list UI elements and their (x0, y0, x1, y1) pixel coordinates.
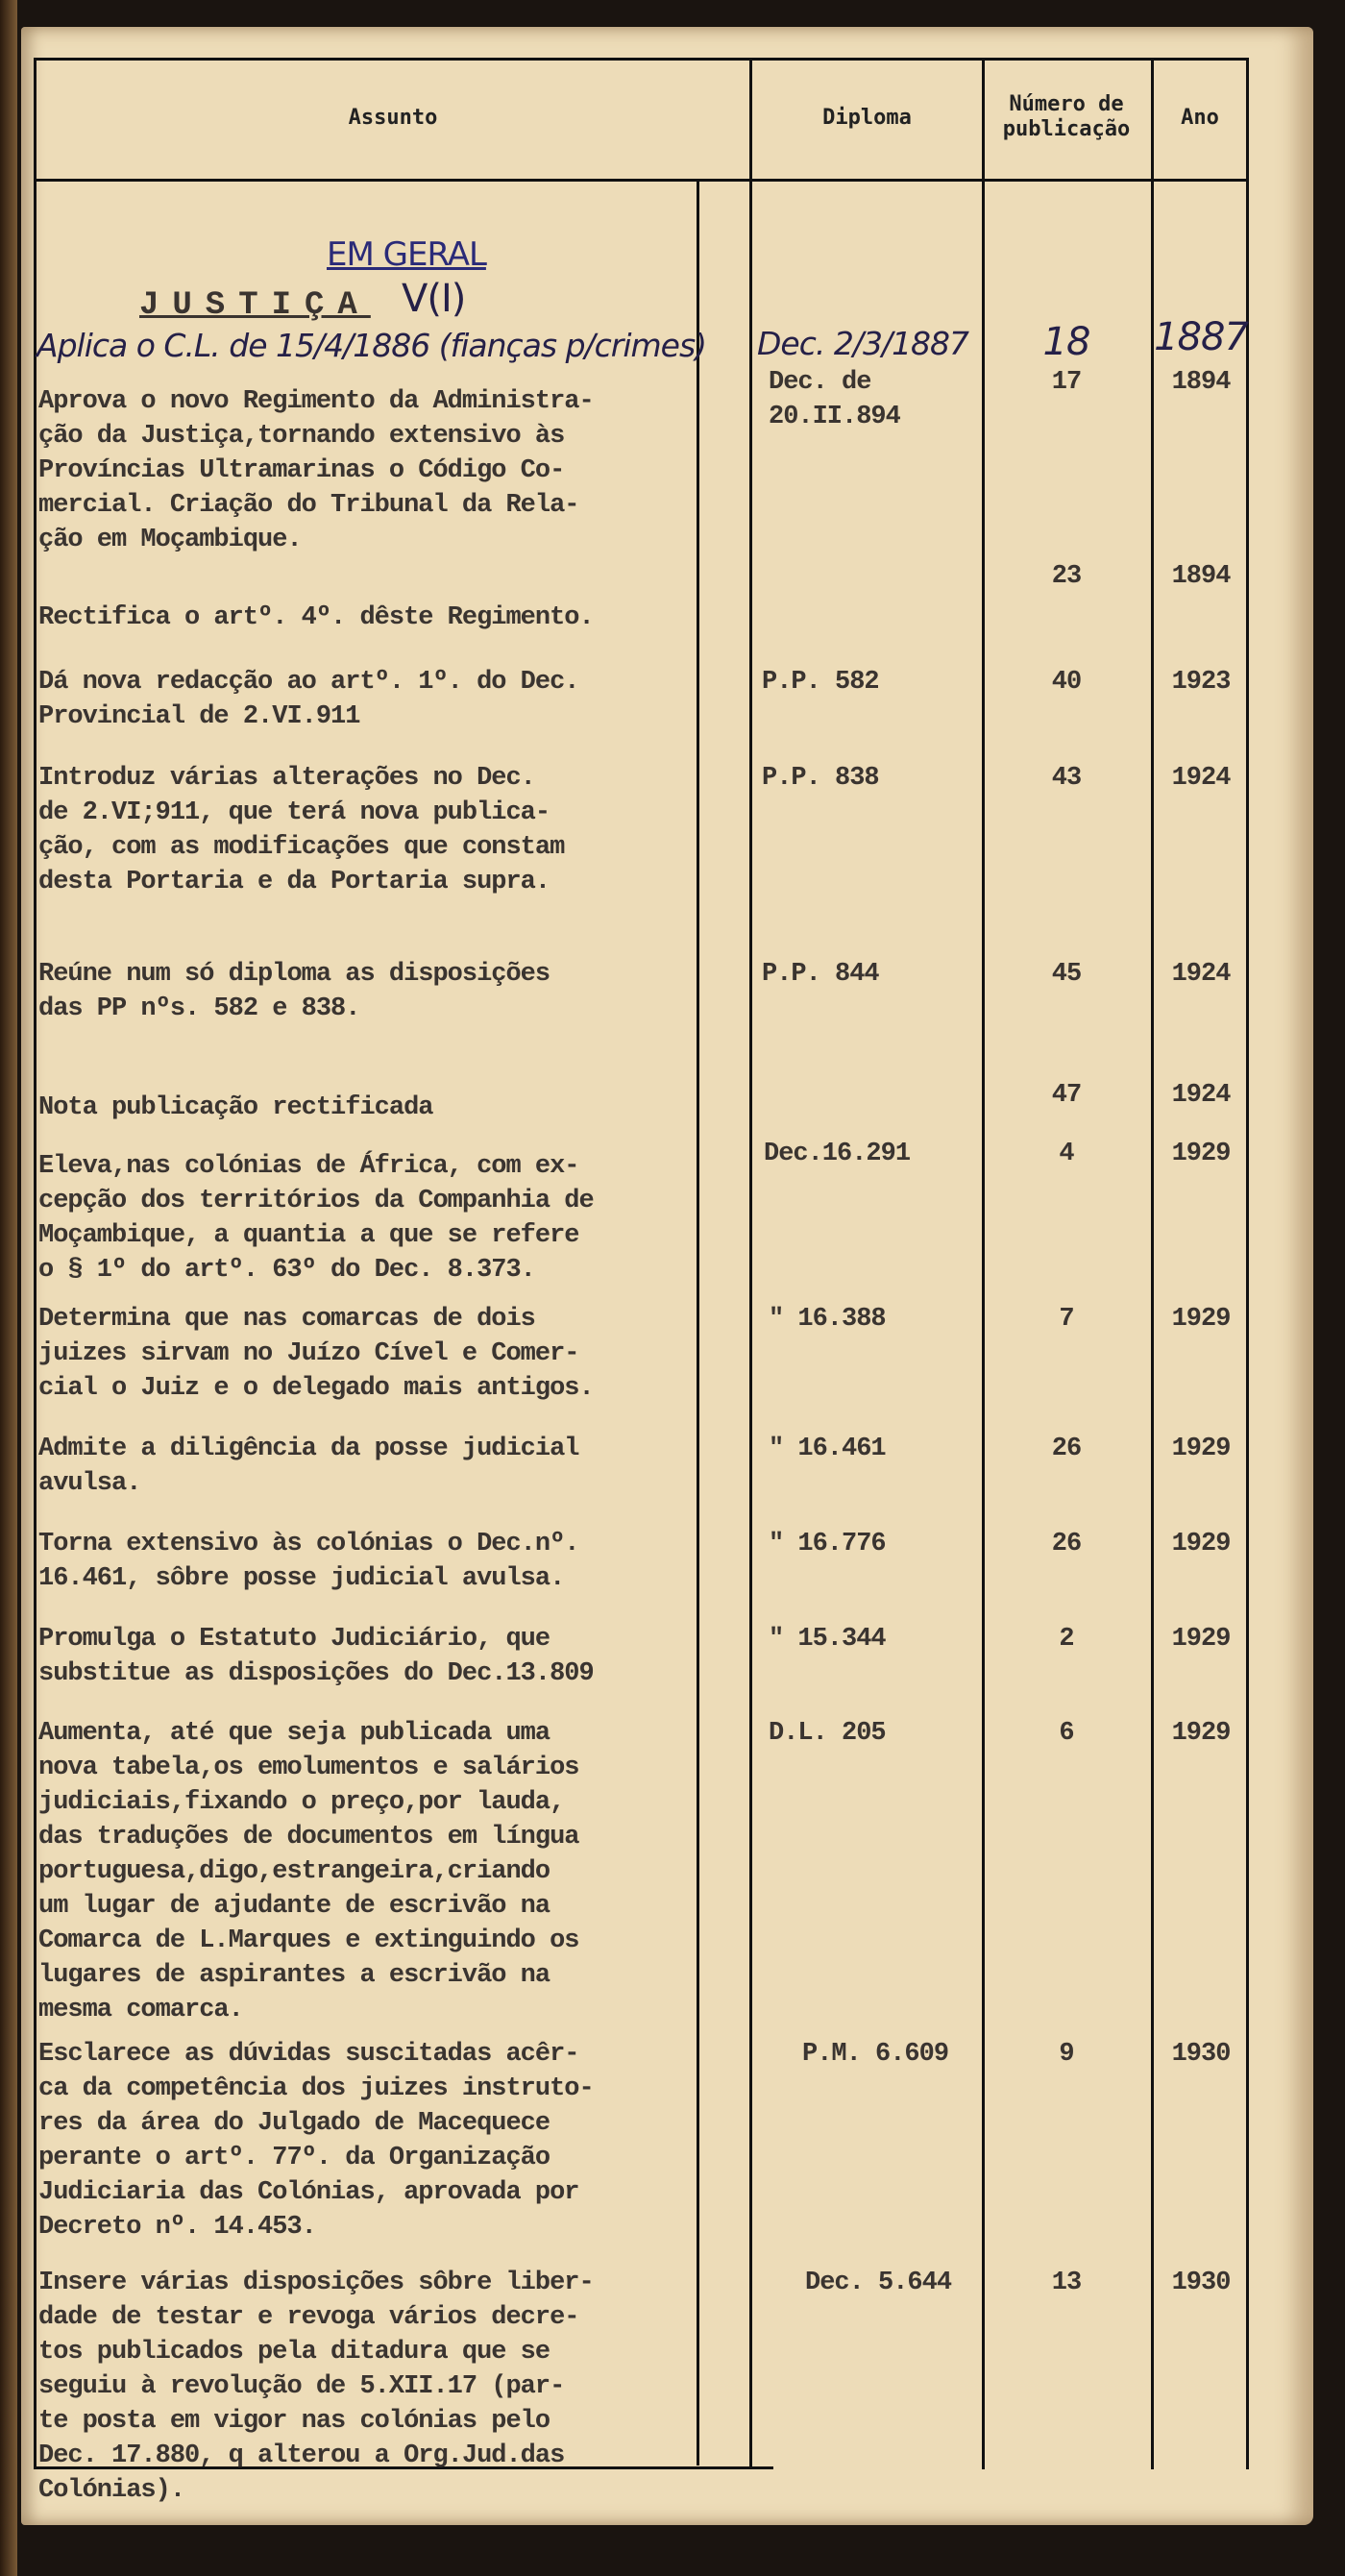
header-diploma: Diploma (822, 106, 912, 130)
row-ano: 1924 (1171, 1081, 1231, 1110)
row-ano: 1894 (1171, 562, 1231, 591)
row-diploma: D.L. 205 (769, 1719, 886, 1748)
right-border (1246, 58, 1249, 2469)
row-numero: 47 (1051, 1081, 1082, 1110)
row-numero: 45 (1051, 960, 1082, 989)
section-mark: V(I) (402, 277, 466, 321)
row-diploma: Dec. 5.644 (805, 2269, 952, 2297)
row-assunto: Introduz várias alterações no Dec. de 2.VI;911, que terá nova publica- ção, com as modificações que constam desta Portaria e da Portaria supra. (38, 764, 565, 896)
row-ano: 1929 (1171, 1719, 1231, 1748)
row-diploma: Dec. 2/3/1887 (757, 325, 969, 362)
row-numero: 9 (1059, 2040, 1074, 2069)
row-assunto: Nota publicação rectificada (38, 1093, 433, 1122)
row-ano: 1929 (1171, 1140, 1231, 1168)
row-assunto: Admite a diligência da posse judicial avulsa. (38, 1435, 579, 1498)
numero-ano-divider (1151, 58, 1154, 2469)
row-assunto: Eleva,nas colónias de África, com ex- cepção dos territórios da Companhia de Moçambique, a quantia a que se refere o § 1º do artº. 63º do Dec. 8.373. (38, 1152, 594, 1285)
row-diploma: Dec.16.291 (764, 1140, 911, 1168)
row-diploma: P.P. 582 (762, 668, 879, 697)
row-ano: 1930 (1171, 2040, 1231, 2069)
row-ano: 1894 (1171, 368, 1231, 397)
row-ano: 1929 (1171, 1530, 1231, 1558)
row-ano: 1929 (1171, 1625, 1231, 1654)
annotation-em-geral: EM GERAL (327, 235, 486, 274)
row-numero: 17 (1051, 368, 1082, 397)
row-assunto: Torna extensivo às colónias o Dec.nº. 16.461, sôbre posse judicial avulsa. (38, 1530, 579, 1593)
row-numero: 7 (1059, 1305, 1074, 1334)
row-assunto: Insere várias disposições sôbre liber- dade de testar e revoga vários decre- tos publicados pela ditadura que se seguiu à revolução de 5.XII.17 (par- te posta em vigor nas colónias pelo Dec. 17.880, q alterou a Org.Jud.das Colónias). (38, 2269, 594, 2505)
row-assunto: Aumenta, até que seja publicada uma nova tabela,os emolumentos e salários judiciais,fixando o preço,por lauda, das traduções de documentos em língua portuguesa,digo,estrangeira,criando um lugar de ajudante de escrivão na Comarca de L.Marques e extinguindo os lugares de aspirantes a escrivão na mesma comarca. (38, 1719, 579, 2024)
row-assunto: Esclarece as dúvidas suscitadas acêr- ca da competência dos juizes instruto- res da área do Julgado de Macequece perante o artº. 77º. da Organização Judiciaria das Colónias, aprovada por Decreto nº. 14.453. (38, 2040, 594, 2242)
row-diploma: " 16.776 (769, 1530, 886, 1558)
row-numero: 40 (1051, 668, 1082, 697)
row-numero: 26 (1051, 1435, 1082, 1463)
row-diploma: P.P. 838 (762, 764, 879, 793)
row-assunto: Aprova o novo Regimento da Administra- ção da Justiça,tornando extensivo às Províncias Ultramarinas o Código Co- mercial. Criação do Tribunal da Rela- ção em Moçambique. (38, 387, 594, 554)
row-numero: 43 (1051, 764, 1082, 793)
row-assunto: Promulga o Estatuto Judiciário, que substitue as disposições do Dec.13.809 (38, 1625, 594, 1688)
left-border (34, 58, 37, 2469)
row-diploma: P.M. 6.609 (802, 2040, 949, 2069)
assunto-diploma-divider (749, 58, 752, 2469)
row-numero: 23 (1051, 562, 1082, 591)
row-numero: 6 (1059, 1719, 1074, 1748)
row-ano: 1929 (1171, 1435, 1231, 1463)
row-assunto: Reúne num só diploma as disposições das PP nºs. 582 e 838. (38, 960, 550, 1023)
row-diploma: Dec. de 20.II.894 (769, 368, 900, 431)
row-assunto: Dá nova redacção ao artº. 1º. do Dec. Provincial de 2.VI.911 (38, 668, 579, 731)
row-diploma: " 16.461 (769, 1435, 886, 1463)
row-assunto: Rectifica o artº. 4º. dêste Regimento. (38, 603, 594, 632)
row-diploma: P.P. 844 (762, 960, 879, 989)
row-assunto: Aplica o C.L. de 15/4/1886 (fianças p/crimes) (37, 327, 707, 364)
assunto-inner-line (697, 179, 699, 2466)
row-numero: 18 (1042, 320, 1090, 364)
header-numero: Número de publicação (1002, 92, 1131, 141)
row-numero: 4 (1059, 1140, 1074, 1168)
row-ano: 1929 (1171, 1305, 1231, 1334)
row-diploma: " 16.388 (769, 1305, 886, 1334)
row-ano: 1924 (1171, 960, 1231, 989)
header-ano: Ano (1181, 106, 1219, 130)
header-bottom-rule (34, 179, 1249, 182)
binding-edge (0, 0, 17, 2576)
row-ano: 1930 (1171, 2269, 1231, 2297)
row-assunto: Determina que nas comarcas de dois juizes sirvam no Juízo Cível e Comer- cial o Juiz e o delegado mais antigos. (38, 1305, 594, 1403)
row-ano: 1923 (1171, 668, 1231, 697)
row-ano: 1924 (1171, 764, 1231, 793)
header-assunto: Assunto (348, 106, 438, 130)
diploma-numero-divider (982, 58, 985, 2469)
row-numero: 2 (1059, 1625, 1074, 1654)
row-numero: 26 (1051, 1530, 1082, 1558)
table-top-rule (34, 58, 1249, 61)
row-diploma: " 15.344 (769, 1625, 886, 1654)
section-title: JUSTIÇA (139, 287, 371, 324)
row-ano: 1887 (1154, 315, 1248, 359)
row-numero: 13 (1051, 2269, 1082, 2297)
